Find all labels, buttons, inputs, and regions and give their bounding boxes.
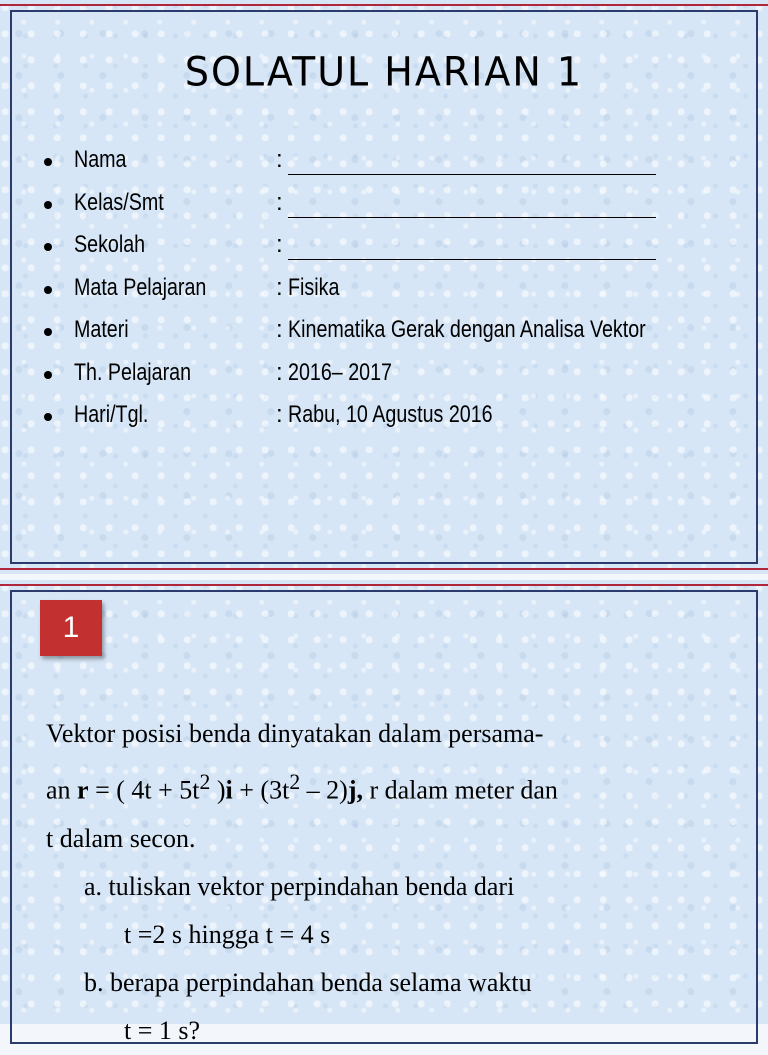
bullet-icon (44, 201, 52, 209)
page-title: SOLATUL HARIAN 1 (184, 48, 584, 96)
field-value: Fisika (288, 273, 340, 301)
field-label: Hari/Tgl. (74, 401, 149, 428)
field-label: Mata Pelajaran (74, 273, 207, 301)
field-label: Kelas/Smt (74, 188, 164, 216)
unit-vector-j: j, (347, 775, 363, 805)
field-label: Sekolah (74, 231, 146, 258)
field-label: Materi (74, 316, 129, 343)
superscript: 2 (199, 770, 211, 794)
bullet-icon (44, 328, 52, 336)
field-colon: : (276, 401, 283, 428)
text-segment: = ( 4t + 5t (88, 775, 200, 805)
vector-r: r (77, 775, 89, 805)
text-segment: – 2) (300, 775, 348, 805)
question-line-equation (46, 758, 726, 815)
blank-line (288, 217, 656, 218)
divider-line (0, 568, 768, 570)
text-segment: ) (210, 775, 226, 805)
question-number-badge: 1 (40, 600, 102, 656)
text-segment: + (3t (232, 775, 290, 805)
blank-line (288, 259, 656, 260)
slide-question (0, 580, 768, 1045)
list-item-hari-tanggal (44, 401, 724, 444)
field-colon: : (276, 188, 283, 216)
list-item-sekolah (44, 231, 724, 274)
blank-line (288, 174, 656, 175)
field-value: Rabu, 10 Agustus 2016 (288, 401, 493, 428)
list-item-mata-pelajaran (44, 274, 724, 317)
question-text (46, 710, 726, 1055)
bullet-icon (44, 243, 52, 251)
divider-line (0, 584, 768, 586)
field-colon: : (276, 231, 283, 258)
text-segment: r dalam meter dan (362, 775, 558, 805)
superscript: 2 (289, 770, 301, 794)
list-item-materi (44, 316, 724, 359)
field-value: Kinematika Gerak dengan Analisa Vektor (288, 316, 646, 343)
question-item-a-continued: t =2 s hingga t = 4 s (124, 919, 331, 949)
unit-vector-i: i (225, 775, 233, 805)
field-label: Th. Pelajaran (74, 358, 192, 386)
info-list (44, 146, 724, 444)
field-colon: : (276, 316, 283, 343)
field-colon: : (276, 273, 283, 301)
bullet-icon (44, 286, 52, 294)
question-item-b: b. berapa perpindahan benda selama waktu (84, 967, 532, 997)
list-item-tahun-pelajaran (44, 359, 724, 402)
question-item-b-continued: t = 1 s? (124, 1015, 201, 1045)
field-value: 2016– 2017 (288, 358, 392, 386)
question-item-a: a. tuliskan vektor perpindahan benda dari (84, 871, 515, 901)
question-line: t dalam secon. (46, 823, 196, 853)
bullet-icon (44, 158, 52, 166)
field-label: Nama (74, 146, 127, 173)
bullet-icon (44, 413, 52, 421)
divider-line (0, 4, 768, 6)
text-segment: an (46, 775, 78, 805)
question-line: Vektor posisi benda dinyatakan dalam persama- (46, 719, 544, 748)
field-colon: : (276, 146, 283, 173)
list-item-kelas (44, 189, 724, 232)
list-item-nama (44, 146, 724, 189)
field-colon: : (276, 358, 283, 386)
bullet-icon (44, 371, 52, 379)
